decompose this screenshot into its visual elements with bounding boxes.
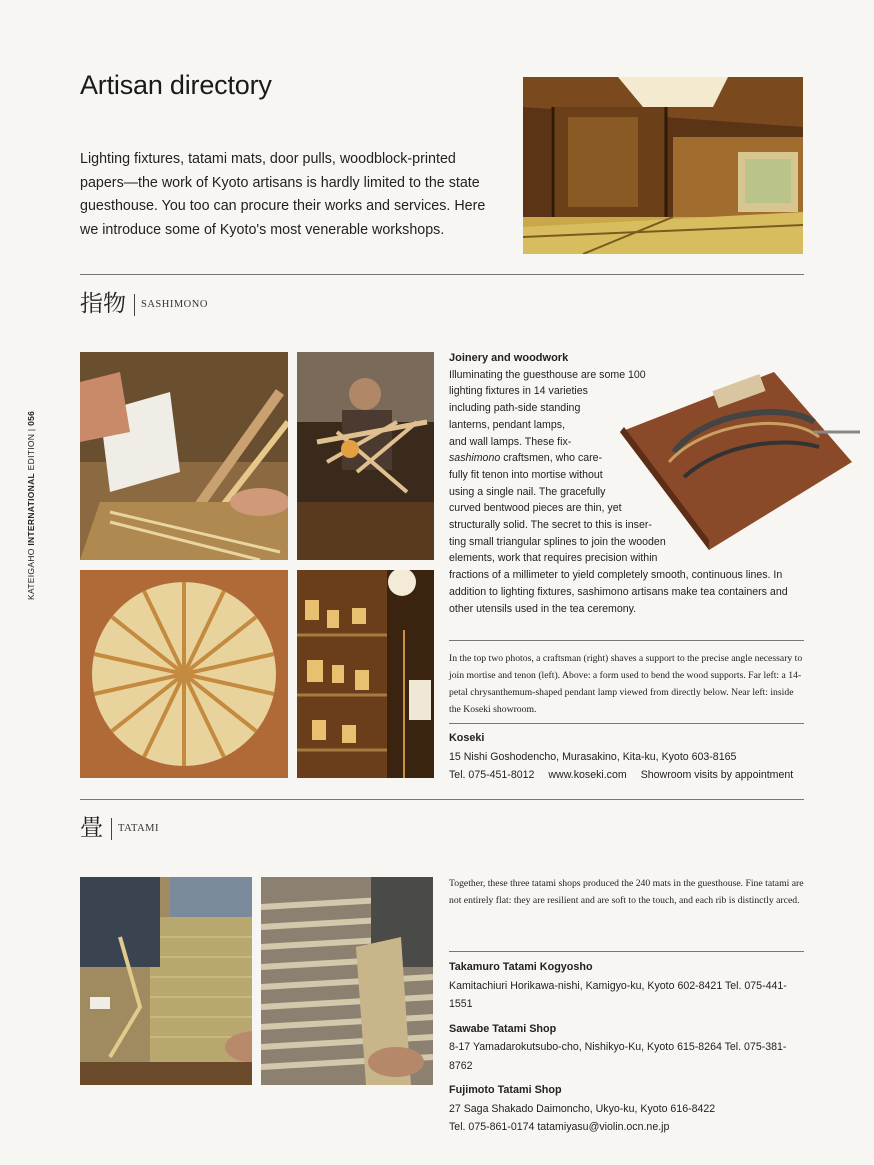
shop-address: 27 Saga Shakado Daimoncho, Ukyo-ku, Kyoto 616-8422 xyxy=(449,1102,716,1115)
page-number: 056 xyxy=(26,410,36,426)
sashimono-section-heading xyxy=(80,293,208,316)
body-line: Illuminating the guesthouse are some 100 xyxy=(449,368,646,381)
photo-craftsman-shaving xyxy=(297,352,434,560)
heading-divider xyxy=(111,818,112,840)
shop-address: 15 Nishi Goshodencho, Murasakino, Kita-ku, Kyoto 603-8165 xyxy=(449,750,737,763)
body-line: ting small triangular splines to join the wooden xyxy=(449,535,666,548)
shop-tel: Tel. 075-451-8012 xyxy=(449,769,535,781)
body-line: structurally solid. The secret to this is inser- xyxy=(449,519,652,532)
shop-divider xyxy=(449,723,804,724)
sashimono-heading: Joinery and woodwork xyxy=(449,352,569,364)
body-line: elements, work that requires precision within xyxy=(449,552,658,565)
shop-name: Fujimoto Tatami Shop xyxy=(449,1084,562,1096)
section-divider-middle xyxy=(80,799,804,800)
shop-website: www.koseki.com xyxy=(548,769,627,781)
shop-contact-row xyxy=(449,766,809,785)
tatami-caption: Together, these three tatami shops produced the 240 mats in the guesthouse. Fine tatami are not entirely flat: they are resilient and are soft to the touch, and each rib is distinctly arced. xyxy=(449,878,804,906)
tatami-kanji: 畳 xyxy=(80,815,103,841)
italic-term: sashimono xyxy=(449,452,501,465)
sashimono-article xyxy=(449,350,805,617)
koseki-shop-info xyxy=(449,729,809,785)
photo-koseki-showroom xyxy=(297,570,434,778)
brand-bold: INTERNATIONAL xyxy=(26,472,36,546)
body-line: lanterns, pendant lamps, xyxy=(449,418,566,431)
brand-prefix: KATEIGAHO xyxy=(26,545,36,600)
photo-tatami-ribs xyxy=(261,877,433,1085)
side-running-head: KATEIGAHO INTERNATIONAL EDITION | 056 xyxy=(26,410,36,600)
body-line: using a single nail. The gracefully xyxy=(449,485,606,498)
photo-joinery-closeup xyxy=(80,352,288,560)
shop-name: Sawabe Tatami Shop xyxy=(449,1022,557,1035)
caption-divider xyxy=(449,640,804,641)
shop-address: 8-17 Yamadarokutsubo-cho, Nishikyo-Ku, Kyoto 615-8264 Tel. 075-381- xyxy=(449,1041,787,1053)
body-tail: fractions of a millimeter to yield completely smooth, continuous lines. In addition to lighting fixtures, sashimono artisans make tea containers and other utensils used in the tea ceremony. xyxy=(449,569,788,615)
body-line: including path-side standing xyxy=(449,402,581,415)
photo-tatami-weaving xyxy=(80,877,252,1085)
body-line: lighting fixtures in 14 varieties xyxy=(449,385,588,398)
sashimono-caption: In the top two photos, a craftsman (right) shaves a support to the precise angle necessary to join mortise and tenon (left). Above: a form used to bend the wood supports. Far left: a 14-petal chrysanthemum-shaped pendant lamp viewed from directly below. Near left: inside the Koseki showroom. xyxy=(449,653,803,715)
shop-address: 8762 xyxy=(449,1059,473,1072)
tatami-romaji: TATAMI xyxy=(118,823,159,834)
page-title: Artisan directory xyxy=(80,70,272,100)
sashimono-kanji: 指物 xyxy=(80,291,126,317)
list-item xyxy=(449,958,809,1014)
photo-chrysanthemum-lamp xyxy=(80,570,288,778)
tatami-shop-list xyxy=(449,958,809,1137)
body-line: curved bentwood pieces are thin, yet xyxy=(449,502,622,515)
shop-note: Showroom visits by appointment xyxy=(640,769,794,781)
shop-name: Koseki xyxy=(449,732,485,744)
shop-address: Kamitachiuri Horikawa-nishi, Kamigyo-ku, Kyoto 602-8421 Tel. 075-441-1551 xyxy=(449,979,787,1010)
list-item xyxy=(449,1081,809,1137)
heading-divider xyxy=(134,294,135,316)
tatami-shops-divider xyxy=(449,951,804,952)
body-line: and wall lamps. These fix- xyxy=(449,435,572,448)
sashimono-romaji: SASHIMONO xyxy=(141,299,208,310)
tatami-section-heading xyxy=(80,817,159,840)
section-divider-top xyxy=(80,274,804,275)
shop-name: Takamuro Tatami Kogyosho xyxy=(449,961,593,973)
shop-contact: Tel. 075-861-0174 tatamiyasu@violin.ocn.ne.jp xyxy=(449,1121,670,1133)
photo-guesthouse-room xyxy=(523,77,803,254)
body-line: fully fit tenon into mortise without xyxy=(449,468,603,481)
intro-paragraph: Lighting fixtures, tatami mats, door pulls, woodblock-printed papers—the work of Kyoto artisans is hardly limited to the state guesthouse. You too can procure their works and services. Here we introduce some of Kyoto's most venerable workshops. xyxy=(80,151,486,238)
brand-suffix: EDITION xyxy=(26,433,36,473)
list-item xyxy=(449,1020,809,1076)
body-line-italic xyxy=(449,450,805,467)
body-line: craftsmen, who care- xyxy=(503,452,603,465)
